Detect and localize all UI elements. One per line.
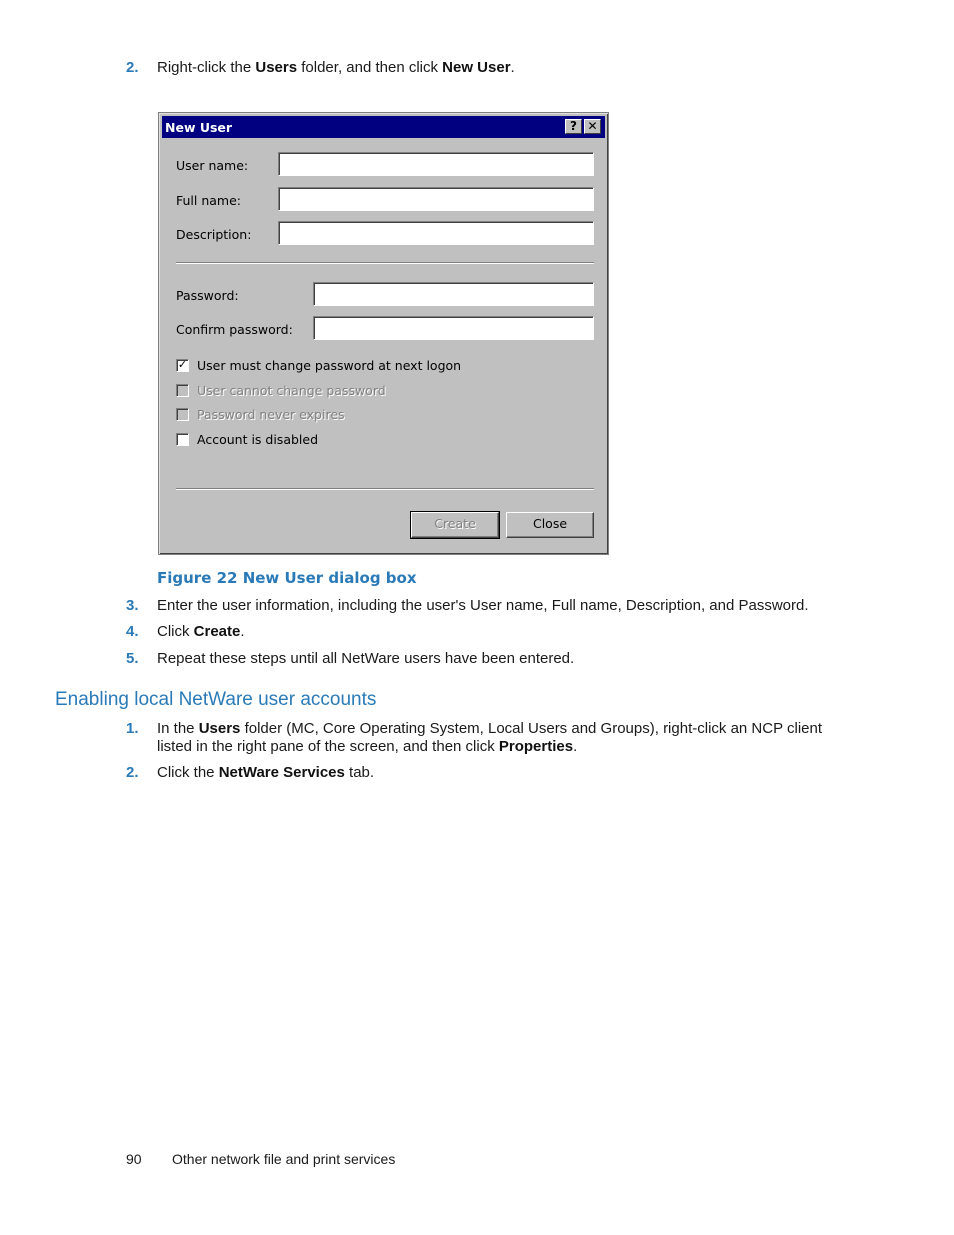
must-change-password-label: User must change password at next logon <box>197 358 462 373</box>
section-heading: Enabling local NetWare user accounts <box>55 689 377 710</box>
description-input[interactable] <box>278 221 594 245</box>
account-disabled-checkbox[interactable] <box>176 433 189 446</box>
close-button[interactable]: Close <box>506 512 594 538</box>
step-text: In the Users folder (MC, Core Operating System, Local Users and Groups), right-click an NCP client <box>157 720 823 737</box>
step-number: 4. <box>126 623 139 640</box>
cannot-change-password-checkbox <box>176 384 189 397</box>
footer-section-title: Other network file and print services <box>172 1151 396 1167</box>
step-text: Click the NetWare Services tab. <box>157 764 375 781</box>
full-name-label: Full name: <box>176 193 242 208</box>
create-button: Create <box>411 512 499 538</box>
confirm-password-label: Confirm password: <box>176 322 293 337</box>
step-text: listed in the right pane of the screen, and then click Properties. <box>157 738 578 755</box>
password-label: Password: <box>176 288 239 303</box>
step-number: 2. <box>126 59 139 76</box>
step-text: Repeat these steps until all NetWare users have been entered. <box>157 650 575 667</box>
user-name-input[interactable] <box>278 152 594 176</box>
step-number: 1. <box>126 720 139 737</box>
close-x-icon[interactable]: ✕ <box>584 119 601 134</box>
new-user-dialog <box>158 112 609 555</box>
password-never-expires-checkbox <box>176 408 189 421</box>
step-number: 3. <box>126 597 139 614</box>
dialog-title: New User <box>165 120 233 135</box>
user-name-label: User name: <box>176 158 249 173</box>
separator <box>176 262 594 264</box>
description-label: Description: <box>176 227 252 242</box>
figure-caption: Figure 22 New User dialog box <box>157 569 417 587</box>
dialog-titlebar <box>162 116 605 138</box>
confirm-password-input[interactable] <box>313 316 594 340</box>
separator <box>176 488 594 490</box>
help-button[interactable]: ? <box>565 119 582 134</box>
step-number: 2. <box>126 764 139 781</box>
account-disabled-label: Account is disabled <box>197 432 319 447</box>
password-input[interactable] <box>313 282 594 306</box>
cannot-change-password-label: User cannot change password <box>197 383 386 398</box>
step-text: Enter the user information, including the user's User name, Full name, Description, and Password. <box>157 597 809 614</box>
step-text: Click Create. <box>157 623 245 640</box>
full-name-input[interactable] <box>278 187 594 211</box>
step-number: 5. <box>126 650 139 667</box>
page-number: 90 <box>126 1151 142 1167</box>
step-text: Right-click the Users folder, and then click New User. <box>157 59 515 76</box>
password-never-expires-label: Password never expires <box>197 407 345 422</box>
must-change-password-checkbox[interactable]: ✓ <box>177 358 188 371</box>
